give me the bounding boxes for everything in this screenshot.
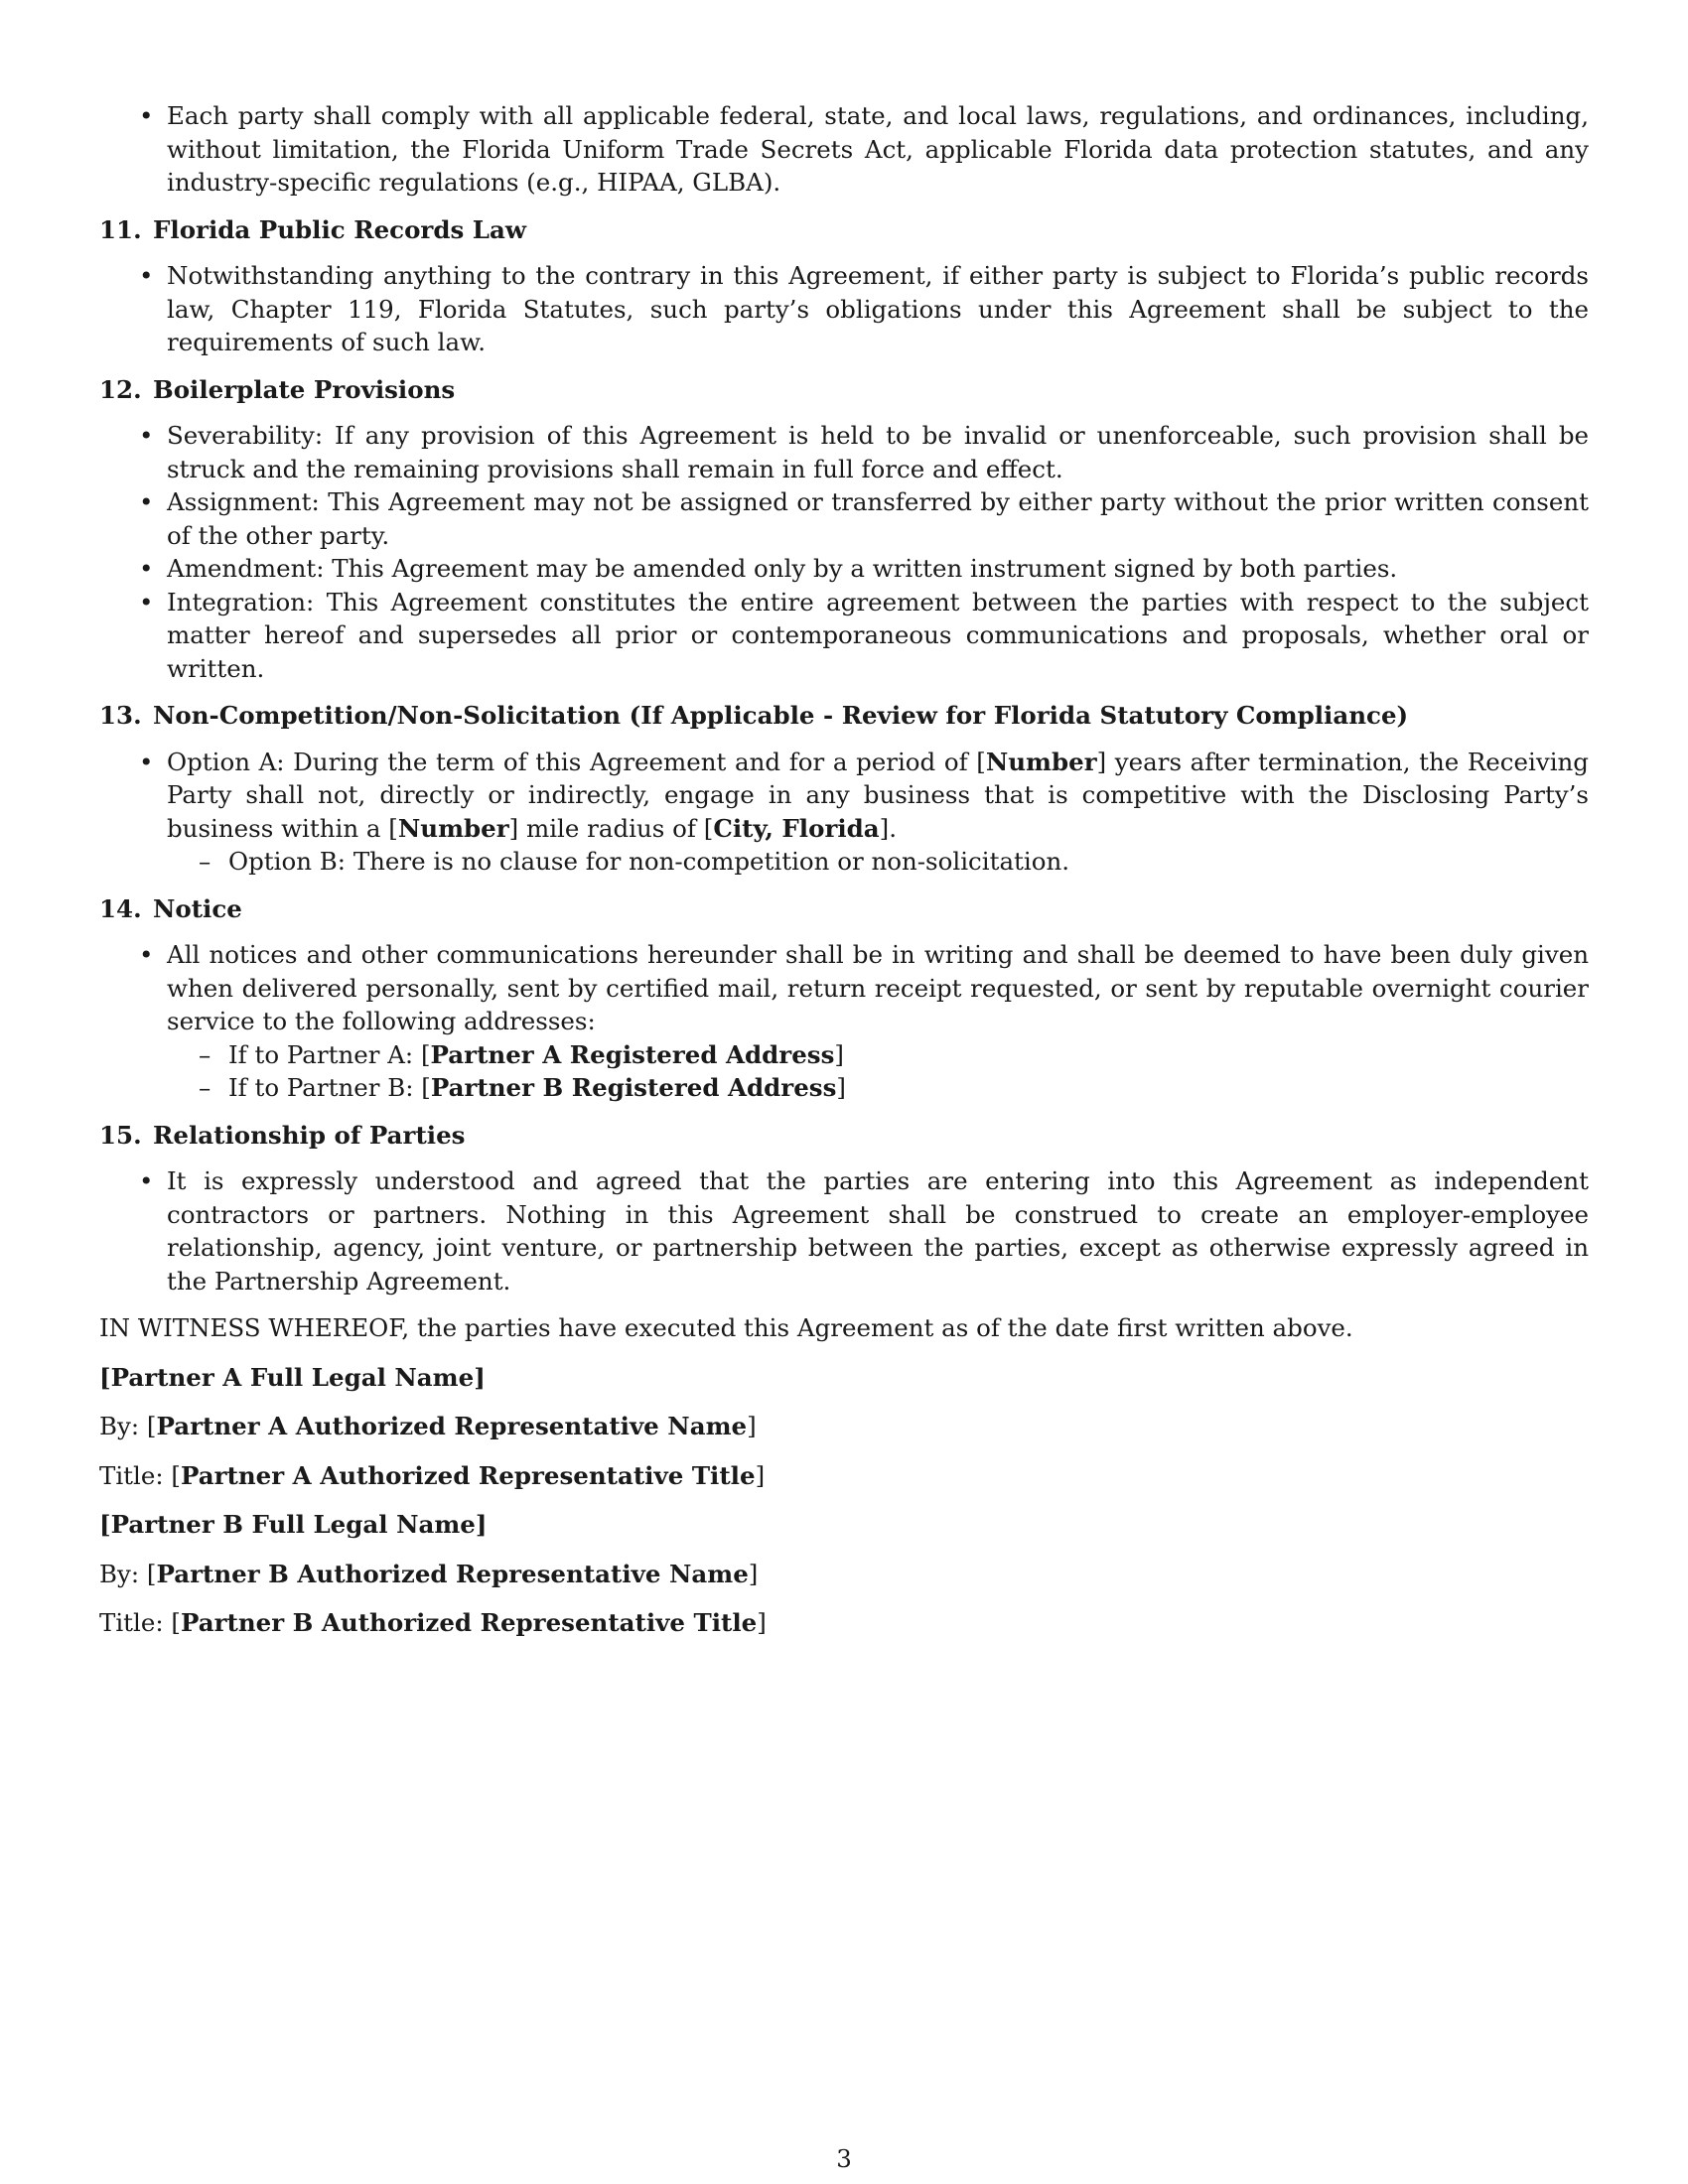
section-13-heading [99, 699, 1589, 733]
partner-a-title-line: Title: [Partner A Authorized Representative Title] [99, 1460, 766, 1490]
section-15-heading [99, 1119, 1589, 1153]
section-15-list [99, 1164, 1589, 1297]
section-number: 13. [99, 701, 142, 730]
section-title: Florida Public Records Law [153, 214, 526, 244]
placeholder-partner-b-name: Partner B Full Legal Name [110, 1510, 476, 1539]
section-title: Notice [153, 893, 242, 923]
section-12-list [99, 419, 1589, 685]
amendment-bullet: • Amendment: This Agreement may be amended only by a written instrument signed by both parties. [99, 552, 1589, 586]
witness-clause: IN WITNESS WHEREOF, the parties have executed this Agreement as of the date first written above. [99, 1313, 1353, 1342]
placeholder-partner-b-title: Partner B Authorized Representative Title [180, 1608, 758, 1637]
assignment-bullet: • Assignment: This Agreement may not be assigned or transferred by either party without the prior written consent of the other party. [99, 485, 1589, 552]
option-a-bullet: • Option A: During the term of this Agreement and for a period of [Number] years after termination, the Receiving Party shall not, directly or indirectly, engage in any business that is competitive with the Disclosing Party’s business within a [Number] mile radius of [City, Florida]. [99, 746, 1589, 846]
section-11-heading [99, 213, 1589, 247]
section-number: 14. [99, 893, 142, 923]
partner-b-by-line: By: [Partner B Authorized Representative Name] [99, 1559, 759, 1588]
placeholder-number: Number [397, 813, 509, 843]
notice-bullet: • All notices and other communications hereunder shall be in writing and shall be deemed to have been duly given when delivered personally, sent by certified mail, return receipt requested, or sent by reputable overnight courier service to the following addresses: [99, 938, 1589, 1038]
option-b-item: – Option B: There is no clause for non-competition or non-solicitation. [99, 845, 1589, 879]
placeholder-address-b: Partner B Registered Address [430, 1073, 837, 1102]
section-12-heading [99, 373, 1589, 407]
section-14-heading [99, 892, 1589, 926]
placeholder-number: Number [985, 747, 1097, 776]
section-title: Boilerplate Provisions [153, 374, 456, 404]
compliance-bullet: • Each party shall comply with all applicable federal, state, and local laws, regulations, and ordinances, including, without limitation, the Florida Uniform Trade Secrets Act, applicable Florida data protection statutes, and any industry-specific regulations (e.g., HIPAA, GLBA). [99, 99, 1589, 200]
partner-a-by-line: By: [Partner A Authorized Representative Name] [99, 1412, 757, 1440]
section-number: 11. [99, 214, 142, 244]
section-11-list [99, 259, 1589, 359]
partner-a-name-line: [Partner A Full Legal Name] [99, 1362, 486, 1392]
section-13-sublist [99, 845, 1589, 879]
section-number: 15. [99, 1120, 142, 1150]
placeholder-address-a: Partner A Registered Address [430, 1039, 835, 1069]
placeholder-city: City, Florida [713, 813, 880, 843]
severability-bullet: • Severability: If any provision of this Agreement is held to be invalid or unenforceable, such provision shall be struck and the remaining provisions shall remain in full force and effect. [99, 419, 1589, 485]
placeholder-partner-a-title: Partner A Authorized Representative Title [180, 1460, 756, 1490]
address-list [99, 1038, 1589, 1105]
section-title: Non-Competition/Non-Solicitation (If Applicable - Review for Florida Statutory Compliance) [153, 701, 1409, 730]
integration-bullet: • Integration: This Agreement constitutes the entire agreement between the parties with respect to the subject matter hereof and supersedes all prior or contemporaneous communications and proposals, whether oral or written. [99, 586, 1589, 686]
partner-b-name-line: [Partner B Full Legal Name] [99, 1510, 488, 1539]
page-number: 3 [836, 2144, 852, 2173]
partner-b-title-line: Title: [Partner B Authorized Representative Title] [99, 1608, 767, 1637]
section-number: 12. [99, 374, 142, 404]
intro-list [99, 99, 1589, 200]
section-14-list [99, 938, 1589, 1038]
document-page [99, 99, 1589, 1640]
placeholder-partner-a-name: Partner A Full Legal Name [110, 1362, 475, 1392]
section-13-list [99, 746, 1589, 846]
relationship-bullet: • It is expressly understood and agreed that the parties are entering into this Agreement as independent contractors or partners. Nothing in this Agreement shall be construed to create an employer-employee relationship, agency, joint venture, or partnership between the parties, except as otherwise expressly agreed in the Partnership Agreement. [99, 1164, 1589, 1297]
address-partner-a: – If to Partner A: [Partner A Registered Address] [99, 1038, 1589, 1072]
public-records-bullet: • Notwithstanding anything to the contrary in this Agreement, if either party is subject to Florida’s public records law, Chapter 119, Florida Statutes, such party’s obligations under this Agreement shall be subject to the requirements of such law. [99, 259, 1589, 359]
section-title: Relationship of Parties [153, 1120, 466, 1150]
address-partner-b: – If to Partner B: [Partner B Registered Address] [99, 1071, 1589, 1105]
placeholder-partner-a-rep: Partner A Authorized Representative Name [156, 1412, 748, 1440]
placeholder-partner-b-rep: Partner B Authorized Representative Name [156, 1559, 749, 1588]
